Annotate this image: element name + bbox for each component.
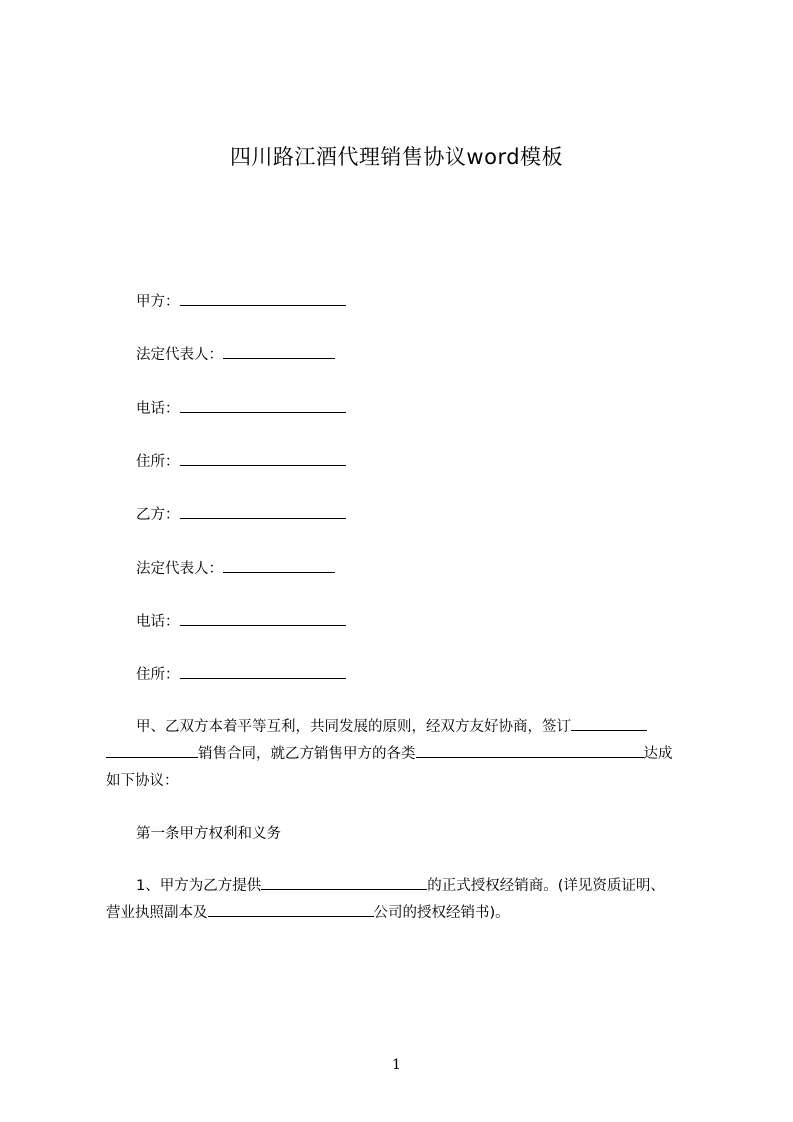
clause-1-line-2-text-a: 营业执照副本及 — [106, 905, 208, 921]
party-b-representative-label: 法定代表人： — [136, 561, 223, 577]
clause-1-text-a: 1、甲方为乙方提供 — [136, 878, 262, 894]
intro-line-1-text: 甲、乙双方本着平等互利，共同发展的原则，经双方友好协商，签订 — [136, 719, 571, 735]
party-b-phone-field — [136, 610, 346, 632]
clause-1-line-2 — [106, 900, 700, 927]
authorized-dealer-blank — [261, 874, 427, 890]
party-b-address-label: 住所： — [136, 667, 180, 683]
party-a-representative-field — [136, 343, 335, 365]
intro-line-3-text: 如下协议： — [106, 773, 179, 789]
intro-line-2-end: 达成 — [643, 746, 673, 762]
party-b-phone-blank — [180, 610, 346, 626]
party-b-address-blank — [180, 663, 346, 679]
party-b-representative-field — [136, 557, 335, 579]
party-b-name-blank — [180, 503, 346, 519]
party-a-address-blank — [180, 450, 346, 466]
party-a-phone-label: 电话： — [136, 401, 180, 417]
clause-1-line-1 — [106, 873, 700, 900]
party-b-address-field — [136, 663, 346, 685]
contract-name-blank-part2 — [106, 742, 198, 758]
intro-line-1 — [106, 714, 700, 741]
contract-name-blank-part1 — [571, 715, 647, 731]
party-a-phone-field — [136, 397, 346, 419]
document-title: 四川路江酒代理销售协议word模板 — [229, 145, 564, 169]
party-b-representative-blank — [223, 557, 335, 573]
intro-line-2 — [106, 741, 700, 768]
party-a-name-field — [136, 290, 346, 312]
party-a-representative-blank — [223, 343, 335, 359]
party-a-address-field — [136, 450, 346, 472]
party-a-name-label: 甲方： — [136, 294, 180, 310]
clause-1-text-b: 的正式授权经销商。(详见资质证明、 — [427, 878, 665, 894]
party-a-name-blank — [180, 290, 346, 306]
article-1-heading: 第一条甲方权利和义务 — [136, 826, 281, 842]
party-a-representative-label: 法定代表人： — [136, 347, 223, 363]
party-b-name-label: 乙方： — [136, 507, 180, 523]
party-b-name-field — [136, 503, 346, 525]
clause-1-line-2-text-b: 公司的授权经销书)。 — [373, 905, 510, 921]
company-name-blank — [208, 901, 374, 917]
article-1-clause-1 — [106, 873, 700, 927]
page-number: 1 — [392, 1057, 401, 1073]
intro-line-3 — [106, 768, 700, 795]
party-a-phone-blank — [180, 397, 346, 413]
party-a-address-label: 住所： — [136, 454, 180, 470]
product-category-blank — [416, 742, 644, 758]
party-b-phone-label: 电话： — [136, 614, 180, 630]
intro-paragraph — [106, 714, 700, 795]
intro-line-2-text: 销售合同，就乙方销售甲方的各类 — [198, 746, 416, 762]
